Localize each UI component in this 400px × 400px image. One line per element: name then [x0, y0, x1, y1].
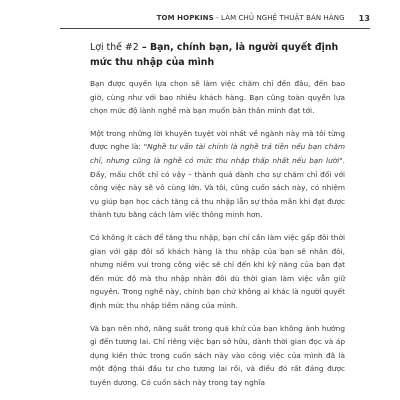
paragraph-2 [90, 127, 345, 222]
header-rule [60, 28, 370, 29]
section-heading-rest: – Bạn, chính bạn, là người quyết định mức thu nhập của mình [90, 42, 339, 68]
paragraph-2-before: Một trong những lời khuyên tuyệt vời nhất về ngành này mà tôi từng được nghe là: [90, 128, 345, 152]
paragraph-4: Và bạn nên nhớ, năng suất trong quá khứ của bạn không ảnh hưởng gì đến tương lai. Chỉ riêng việc bạn sở hữu, dành thời gian đọc và áp dụng kiến thức trong cuốn sách này vào công việc của mình đã là một động thái đầu tư cho tương lai rồi, và điều đó rất đáng được tuyên dương. Có cuốn sách này trong tay nghĩa [90, 323, 345, 387]
page-content [90, 40, 345, 389]
paragraph-2-after: . Đấy, mấu chốt chỉ có vậy – thành quả dành cho sự chăm chỉ đối với công việc này sẽ vô cùng lớn. Và tôi, cũng cuốn sách này, có nhiệm vụ giúp bạn học cách tăng cả thu nhập lẫn sự thỏa mãn khi đạt được thành tựu bằng cách làm việc thông minh hơn. [90, 155, 345, 220]
section-heading [90, 40, 345, 70]
paragraph-2-quote: "Nghề tư vấn tài chính là nghề trả tiền nếu bạn chăm chỉ, nhưng cũng là nghề có mức thu nhập thấp nhất nếu bạn lười" [90, 142, 346, 165]
section-heading-lead: Lợi thế #2 [90, 42, 139, 53]
running-header [60, 10, 370, 26]
header-author: TOM HOPKINS [156, 14, 214, 22]
page-number: 13 [358, 13, 370, 23]
header-book-title: LÀM CHỦ NGHỆ THUẬT BÁN HÀNG [221, 14, 345, 22]
header-separator: - [213, 14, 222, 22]
paragraph-3: Có không ít cách để tăng thu nhập, bạn chỉ cần làm việc gấp đôi thời gian với gặp đôi số khách hàng là thu nhập của bạn sẽ nhân đôi, nhưng niềm vui trong công việc sẽ chỉ đến khi kỹ năng của bạn đạt đến mức độ mà thu nhập nhân đôi dù thời gian làm việc vẫn giữ nguyên. Trong nghề này, chính bạn chứ không ai khác là người quyết định mức thu nhập tiềm năng của mình. [90, 232, 345, 310]
paragraph-1: Bạn được quyền lựa chọn sẽ làm việc chăm chỉ đến đâu, đến bao giờ, cùng như với bao nhiêu khách hàng. Bạn cũng toàn quyền lựa chọn mức độ lành nghề mà bạn muốn bản thân mình đạt tới. [90, 79, 345, 116]
header-title [157, 14, 345, 22]
